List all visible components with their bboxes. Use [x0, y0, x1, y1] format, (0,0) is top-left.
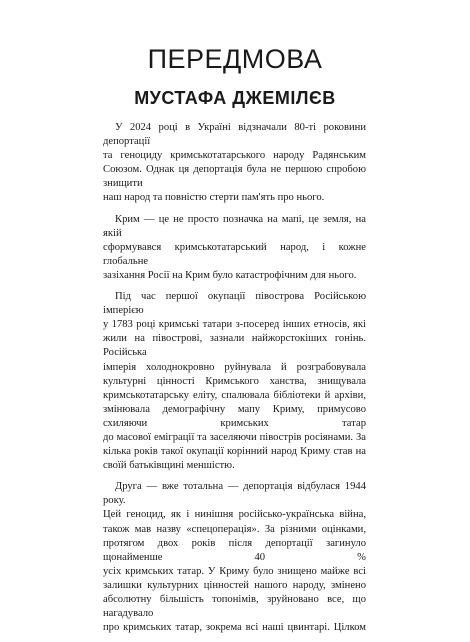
paragraph [103, 121, 366, 206]
text-fragment: та геноциду кримськотатарського народу Радянським Союзом. Однак ця депортація була не першою спробою знищити [103, 150, 366, 190]
text-line: до масової еміграції та заселяючи півострів росіянами. За [103, 431, 366, 443]
paragraph [103, 290, 366, 473]
chapter-author: МУСТАФА ДЖЕМІЛЄВ [134, 88, 336, 108]
chapter-title: ПЕРЕДМОВА [147, 44, 323, 74]
text-line: своїй батьківщині меншістю. [103, 460, 235, 472]
body-text [103, 121, 366, 642]
text-line: усіх кримських татар. У Криму було знищено майже всі залишки культурних цінностей нашого народу, змінено абсолютну більшість топонімів, зруйновано все, що нагадувало [103, 565, 366, 620]
text-line: Цей геноцид, як і нинішня російсько-українська війна, також мав назву «спецоперація». За різними оцінками, протягом двох років після депортації загинуло щонайменше 40 % [103, 509, 366, 563]
paragraph [103, 213, 366, 283]
text-line: сформувався кримськотатарський народ, і кожне глобальне [103, 241, 366, 267]
paragraph [103, 480, 366, 635]
text-line: про кримських татар, зокрема всі наші цвинтарі. Цілком [103, 622, 366, 634]
text-line: наш народ та повністю стерти пам'ять про нього. [103, 192, 325, 204]
text-line: імперія холоднокровно руйнувала й розграбовувала культурні цінності Кримського ханства, знищувала кримськотатарську еліту, спалювала бібліотеки й архіви, змінювала демографічну мапу Криму, примусово схиляючи кримських татар [103, 361, 366, 429]
text-line: У 2024 році в Україні відзначали 80-ті роковини депортації [103, 122, 366, 148]
text-line: кілька років такої окупації корінний народ Криму став на [103, 446, 366, 458]
text-line: Друга — вже тотальна — депортація відбулася 1944 року. [103, 481, 366, 507]
text-line: у 1783 році кримські татари з-посеред інших етносів, які жили на півострові, зазнали найжорстокіших гонінь. Російська [103, 319, 366, 359]
text-line: Під час першої окупації півострова Російською імперією [103, 291, 366, 317]
text-line: зазіхання Росії на Крим було катастрофічним для нього. [103, 269, 357, 281]
text-line [103, 149, 366, 191]
text-line: Крим — це не просто позначка на мапі, це земля, на якій [103, 213, 366, 239]
